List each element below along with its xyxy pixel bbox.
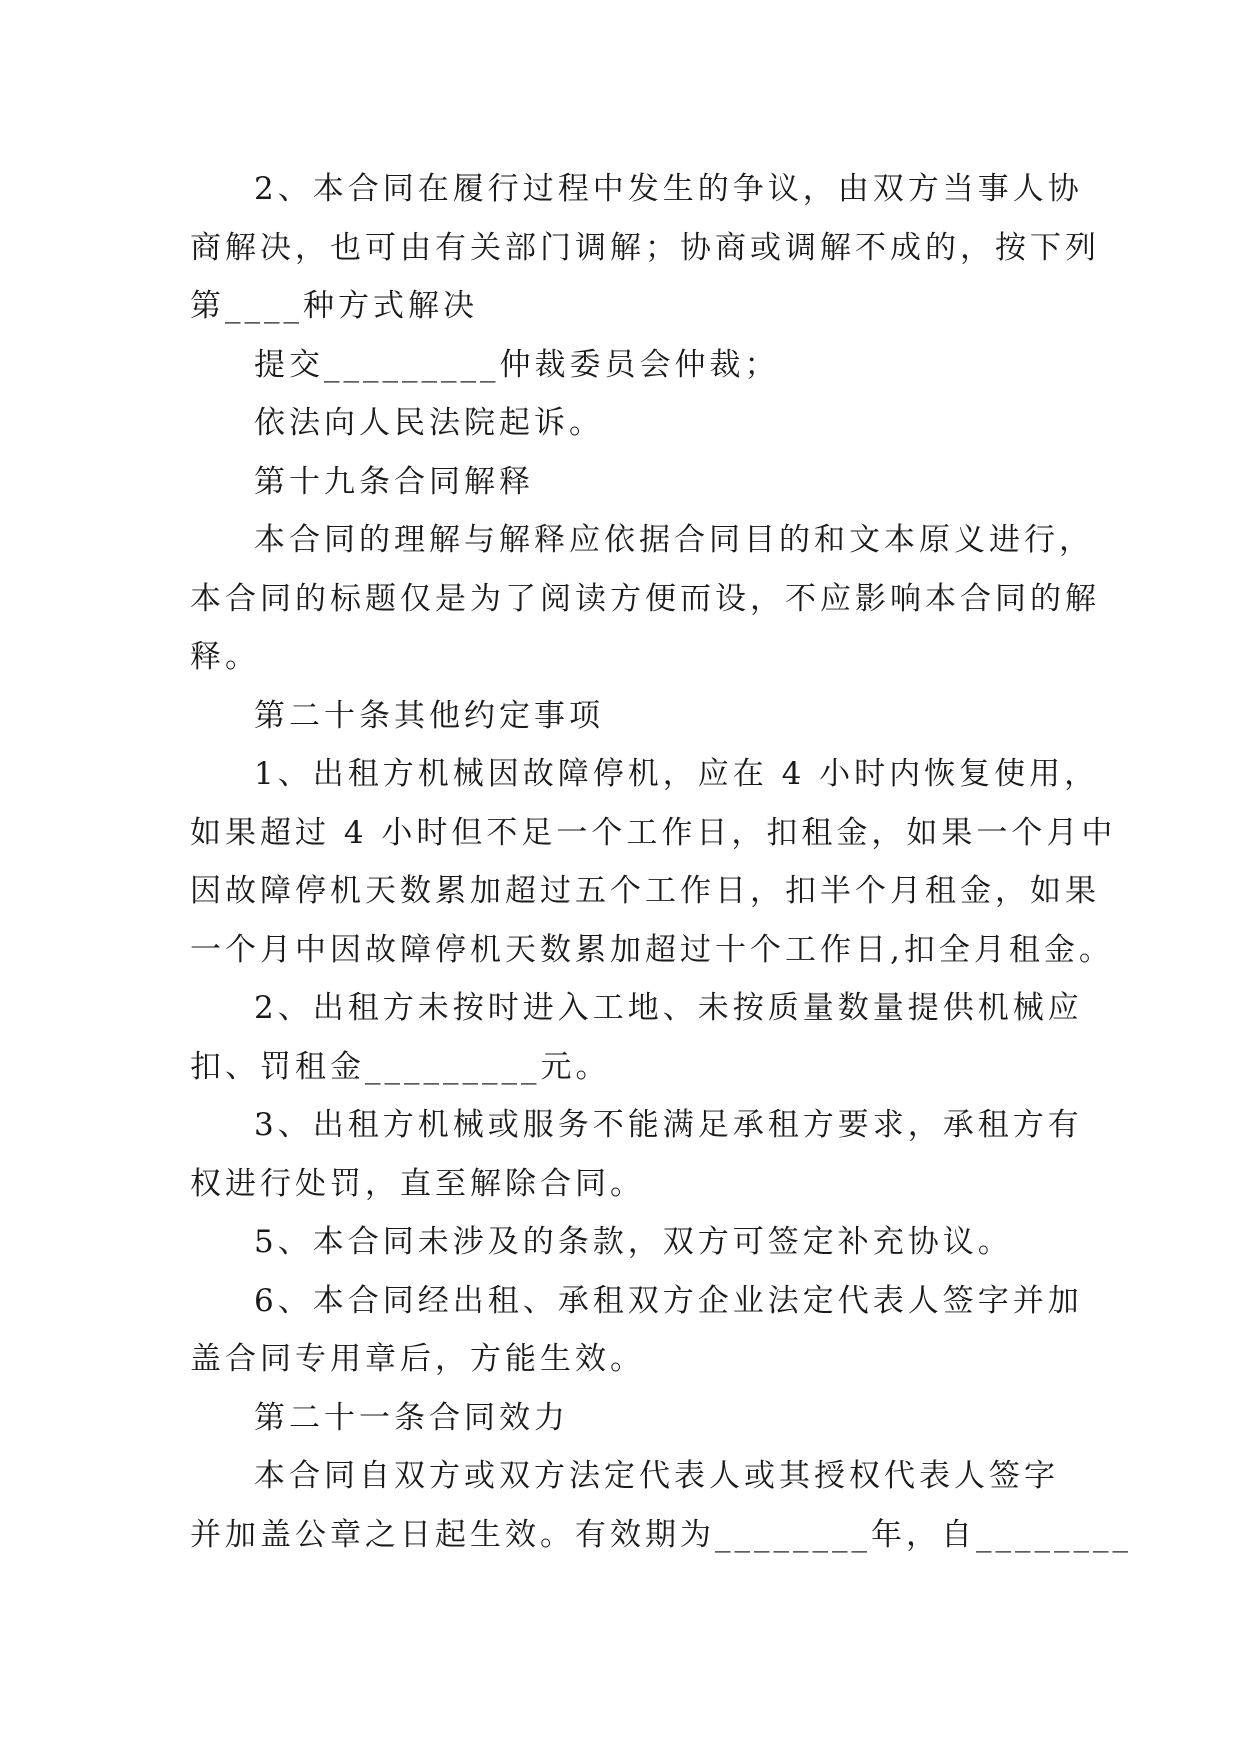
- text-line: 本合同的标题仅是为了阅读方便而设，不应影响本合同的解: [190, 580, 1100, 617]
- text-line: 一个月中因故障停机天数累加超过十个工作日,扣全月租金。: [190, 931, 1114, 968]
- text-line: 2、本合同在履行过程中发生的争议，由双方当事人协: [254, 171, 1083, 207]
- text-line: 依法向人民法院起诉。: [254, 405, 604, 441]
- text-line: 因故障停机天数累加超过五个工作日，扣半个月租金，如果: [190, 873, 1100, 909]
- text-line: 扣、罚租金_________元。: [190, 1048, 611, 1085]
- text-line: 权进行处罚，直至解除合同。: [190, 1165, 645, 1202]
- text-line: 盖合同专用章后，方能生效。: [190, 1341, 645, 1377]
- text-line: 6、本合同经出租、承租双方企业法定代表人签字并加: [254, 1282, 1083, 1319]
- text-line: 并加盖公章之日起生效。有效期为________年，自________: [190, 1516, 1132, 1553]
- text-line: 3、出租方机械或服务不能满足承租方要求，承租方有: [254, 1107, 1083, 1143]
- text-line: 1、出租方机械因故障停机，应在 4 小时内恢复使用，: [254, 756, 1100, 792]
- text-line: 如果超过 4 小时但不足一个工作日，扣租金，如果一个月中: [190, 814, 1117, 851]
- text-line: 第____种方式解决: [190, 288, 478, 324]
- section-heading: 第十九条合同解释: [254, 463, 534, 500]
- document-body: [190, 160, 1132, 1564]
- text-line: 释。: [190, 639, 260, 675]
- section-heading: 第二十条其他约定事项: [254, 697, 604, 734]
- text-line: 5、本合同未涉及的条款，双方可签定补充协议。: [254, 1224, 1013, 1260]
- section-heading: 第二十一条合同效力: [254, 1399, 569, 1436]
- text-line: 本合同自双方或双方法定代表人或其授权代表人签字: [254, 1458, 1059, 1494]
- text-line: 商解决，也可由有关部门调解；协商或调解不成的，按下列: [190, 229, 1100, 266]
- text-line: 本合同的理解与解释应依据合同目的和文本原义进行，: [254, 522, 1094, 558]
- text-line: 2、出租方未按时进入工地、未按质量数量提供机械应: [254, 990, 1083, 1026]
- text-line: 提交_________仲裁委员会仲裁；: [254, 346, 780, 383]
